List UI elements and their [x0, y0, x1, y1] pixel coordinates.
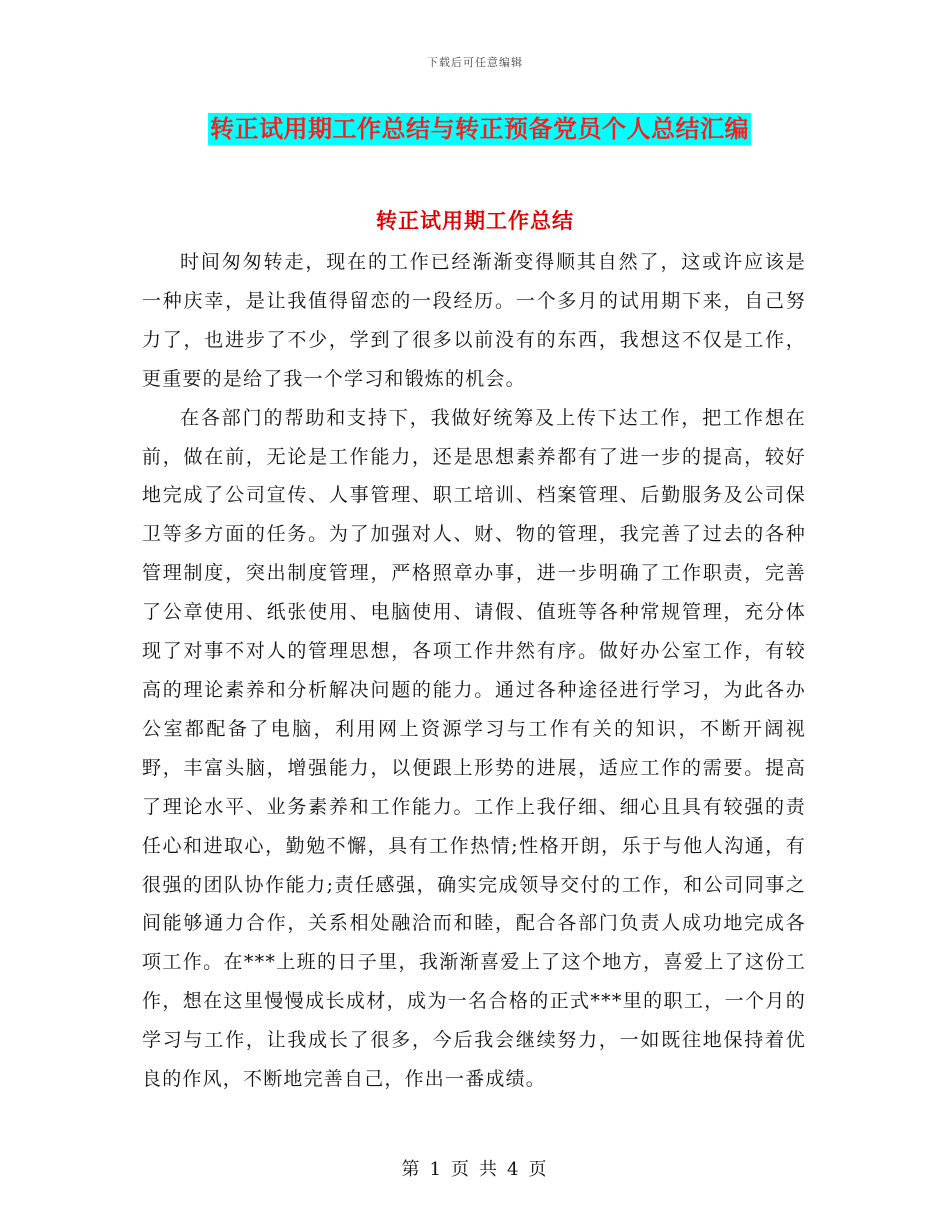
header-note: 下载后可任意编辑 [427, 56, 523, 69]
total-prefix: 共 [479, 1159, 499, 1180]
paragraph-2: 在各部门的帮助和支持下，我做好统筹及上传下达工作，把工作想在前，做在前，无论是工作能力，还是思想素养都有了进一步的提高，较好地完成了公司宣传、人事管理、职工培训、档案管理、后勤服务及公司保卫等多方面的任务。为了加强对人、财、物的管理，我完善了过去的各种管理制度，突出制度管理，严格照章办事，进一步明确了工作职责，完善了公章使用、纸张使用、电脑使用、请假、值班等各种常规管理，充分体现了对事不对人的管理思想，各项工作井然有序。做好办公室工作，有较高的理论素养和分析解决问题的能力。通过各种途径进行学习，为此各办公室都配备了电脑，利用网上资源学习与工作有关的知识，不断开阔视野，丰富头脑，增强能力，以便跟上形势的进展，适应工作的需要。提高了理论水平、业务素养和工作能力。工作上我仔细、细心且具有较强的责任心和进取心，勤勉不懈，具有工作热情;性格开朗，乐于与他人沟通，有很强的团队协作能力;责任感强，确实完成领导交付的工作，和公司同事之间能够通力合作，关系相处融洽而和睦，配合各部门负责人成功地完成各项工作。在***上班的日子里，我渐渐喜爱上了这个地方，喜爱上了这份工作，想在这里慢慢成长成材，成为一名合格的正式***里的职工，一个月的学习与工作，让我成长了很多，今后我会继续努力，一如既往地保持着优良的作风，不断地完善自己，作出一番成绩。 [142, 406, 806, 1091]
total-pages: 4 [507, 1159, 521, 1180]
section-title: 转正试用期工作总结 [376, 208, 574, 233]
document-title: 转正试用期工作总结与转正预备党员个人总结汇编 [210, 114, 749, 143]
total-unit: 页 [528, 1159, 549, 1180]
page-footer [0, 1155, 950, 1181]
page-unit: 页 [451, 1159, 471, 1180]
document-body [142, 243, 806, 1099]
page-prefix: 第 [401, 1159, 422, 1180]
page-number: 1 [429, 1159, 443, 1180]
paragraph-1: 时间匆匆转走，现在的工作已经渐渐变得顺其自然了，这或许应该是一种庆幸，是让我值得留恋的一段经历。一个多月的试用期下来，自己努力了，也进步了不少，学到了很多以前没有的东西，我想这不仅是工作，更重要的是给了我一个学习和锻炼的机会。 [142, 251, 806, 390]
